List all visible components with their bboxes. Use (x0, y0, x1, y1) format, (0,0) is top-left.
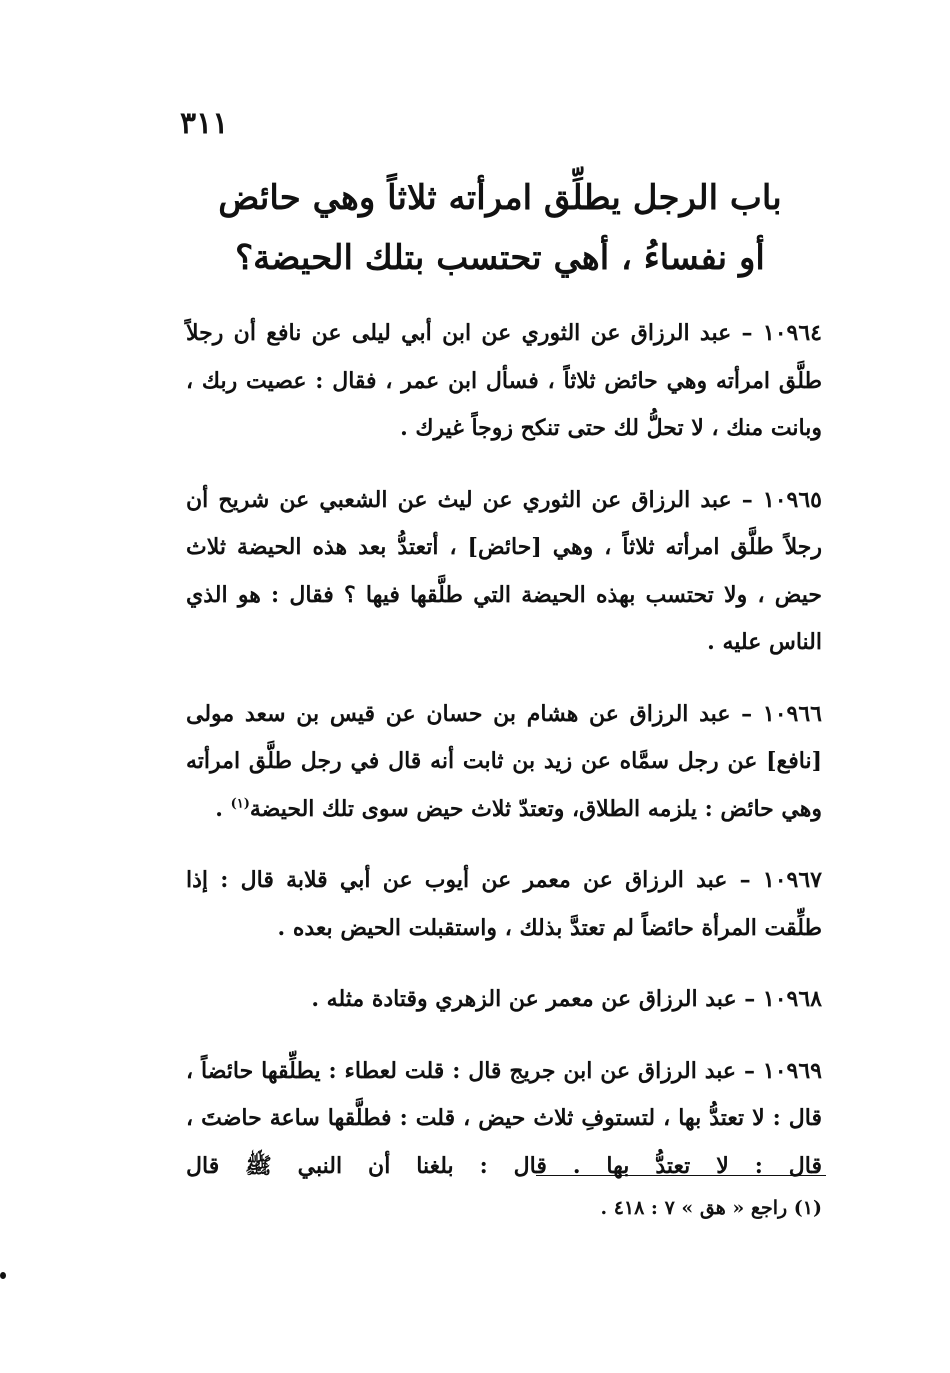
hadith-text: – عبد الرزاق عن هشام بن حسان عن قيس بن سعد مولى [نافع] عن رجل سمَّاه عن زيد بن ثابت أنه قال في رجل طلَّق امرأته وهي حائض : يلزمه الطلاق، وتعتدّ ثلاث حيض سوى تلك الحيضة (186, 700, 822, 822)
hadith-text: – عبد الرزاق عن معمر عن أيوب عن أبي قلابة قال : إذا طلِّقت المرأة حائضاً لم تعتدَّ بذلك ، واستقبلت الحيض بعده . (186, 867, 822, 941)
chapter-title-line-2: أو نفساءُ ، أهي تحتسب بتلك الحيضة؟ (235, 238, 765, 278)
chapter-title (210, 168, 790, 288)
hadith-10965 (186, 477, 822, 667)
hadith-number: ١٠٩٦٩ (762, 1057, 822, 1084)
hadith-number: ١٠٩٦٨ (762, 986, 822, 1012)
hadith-10966 (186, 691, 822, 834)
chapter-title-line-1: باب الرجل يطلِّق امرأته ثلاثاً وهي حائض (218, 178, 782, 218)
hadith-10967 (186, 857, 822, 952)
hadith-10964 (186, 310, 822, 453)
hadith-10968 (186, 976, 822, 1024)
hadith-text: – عبد الرزاق عن معمر عن الزهري وقتادة مثله . (311, 986, 756, 1012)
margin-ink-dot (0, 1272, 6, 1279)
hadith-list (186, 310, 822, 1190)
hadith-number: ١٠٩٦٤ (762, 320, 822, 346)
footnote-reference[interactable]: (١) (230, 796, 250, 812)
hadith-10969 (186, 1048, 822, 1191)
page-number: ٣١١ (180, 106, 229, 141)
hadith-text: – عبد الرزاق عن ابن جريج قال : قلت لعطاء : يطلِّقها حائضاً ، قال : لا تعتدُّ بها ، لتستوفِ ثلاث حيض ، قلت : فطلَّقها ساعة حاضتَ ، قال : لا تعتدُّ بها . قال : بلغنا أن النبي ﷺ قال (186, 1057, 822, 1179)
hadith-text: – عبد الرزاق عن الثوري عن ابن أبي ليلى عن نافع أن رجلاً طلَّق امرأته وهي حائض ثلاثاً ، فسأل ابن عمر ، فقال : عصيت ربك ، وبانت منك ، لا تحلُّ لك حتى تنكح زوجاً غيرك . (186, 320, 822, 441)
hadith-text-end: . (215, 795, 231, 822)
footnote: (١) راجع « هق » ٧ : ٤١٨ . (600, 1197, 822, 1219)
hadith-number: ١٠٩٦٦ (762, 700, 822, 727)
footnote-divider (536, 1175, 826, 1176)
hadith-number: ١٠٩٦٥ (762, 486, 822, 513)
hadith-text: – عبد الرزاق عن الثوري عن ليث عن الشعبي عن شريح أن رجلاً طلَّق امرأته ثلاثاً ، وهي [حائض] ، أتعتدُّ بعد هذه الحيضة ثلاث حيض ، ولا تحتسب بهذه الحيضة التي طلَّقها فيها ؟ فقال : هو الذي الناس عليه . (186, 486, 822, 655)
hadith-number: ١٠٩٦٧ (762, 867, 822, 893)
